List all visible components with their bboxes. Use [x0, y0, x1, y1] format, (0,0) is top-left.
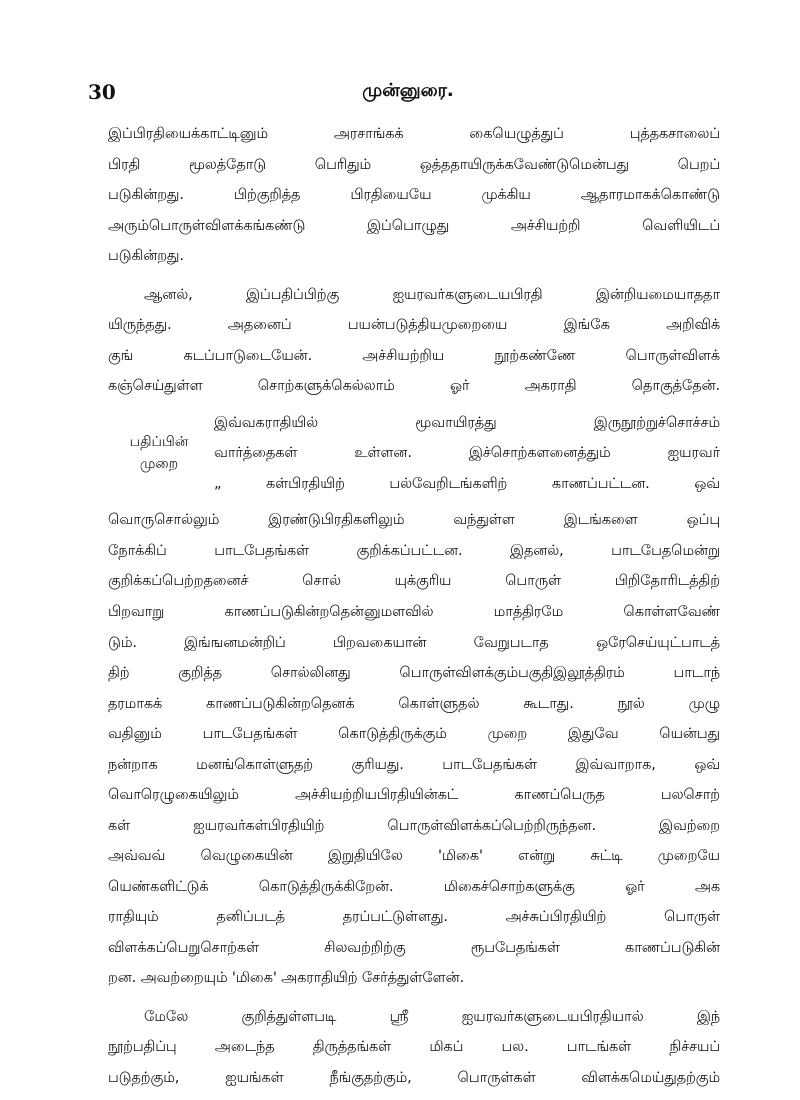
text-line: ஆனல், இப்பதிப்பிற்கு ஐயரவர்களுடையபிரதி இன்றியமையாததா	[144, 286, 720, 303]
page-header	[88, 80, 728, 110]
text-line: பிரதி மூலத்தோடு பெரிதும் ஒத்ததாயிருக்கவேண்டுமென்பது பெறப்	[108, 156, 720, 173]
text-line: படுகின்றது.	[108, 247, 184, 264]
text-line: திற் குறித்த சொல்லினது பொருள்விளக்கும்பகுதிஇலூத்திரம் பாடாந்	[108, 664, 720, 681]
text-line: குங் கடப்பாடுடையேன். அச்சியற்றிய நூற்கண்ணே பொருள்விளக்	[108, 347, 720, 364]
text-line: வார்த்தைகள் உள்ளன. இச்சொற்களனைத்தும் ஐயரவர்	[214, 444, 720, 461]
margin-note-line: பதிப்பின்	[129, 434, 189, 450]
text-line: படுகின்றது. பிற்குறித்த பிரதியையே முக்கிய ஆதாரமாகக்கொண்டு	[108, 186, 720, 203]
text-line: ராதியும் தனிப்படத் தரப்பட்டுள்ளது. அச்சுப்பிரதியிற் பொருள்	[108, 908, 720, 925]
margin-note-line: முறை	[139, 456, 179, 472]
text-line: வதினும் பாடபேதங்கள் கொடுத்திருக்கும் முறை இதுவே யென்பது	[108, 725, 720, 742]
page-number: 30	[88, 80, 116, 104]
text-line: இப்பிரதியைக்காட்டினும் அரசாங்கக் கையெழுத்துப் புத்தகசாலைப்	[108, 125, 720, 142]
text-line: குறிக்கப்பெற்றதனைச் சொல் யுக்குரிய பொருள் பிறிதோரிடத்திற்	[108, 572, 720, 589]
text-line: நோக்கிப் பாடபேதங்கள் குறிக்கப்பட்டன. இதனல், பாடபேதமென்று	[108, 542, 720, 559]
page-title: முன்னுரை.	[362, 80, 454, 101]
text-line: மேலே குறித்துள்ளபடி ஸ்ரீ ஐயரவர்களுடையபிரதியால் இந்	[144, 1008, 720, 1025]
text-line: டும். இங்ஙனமன்றிப் பிறவகையான் வேறுபடாத ஒரேசெய்யுட்பாடத்	[108, 634, 720, 651]
text-line: நன்றாக மனங்கொள்ளுதற் குரியது. பாடபேதங்கள் இவ்வாறாக, ஒவ்	[108, 756, 720, 773]
text-line: „ கள்பிரதியிற் பல்வேறிடங்களிற் காணப்பட்டன. ஒவ்	[214, 475, 720, 492]
text-line: றன. அவற்றையும் 'மிகை' அகராதியிற் சேர்த்துள்ளேன்.	[108, 969, 465, 986]
text-line: அவ்வவ் வெழுகையின் இறுதியிலே 'மிகை' என்று சுட்டி முறையே	[108, 847, 720, 864]
text-line: தரமாகக் காணப்படுகின்றதெனக் கொள்ளுதல் கூடாது. நூல் முழு	[108, 695, 720, 712]
text-line: பிறவாறு காணப்படுகின்றதென்னுமளவில் மாத்திரமே கொள்ளவேண்	[108, 603, 720, 620]
text-line: நூற்பதிப்பு அடைந்த திருத்தங்கள் மிகப் பல. பாடங்கள் நிச்சயப்	[108, 1038, 720, 1055]
text-line: அரும்பொருள்விளக்கங்கண்டு இப்பொழுது அச்சியற்றி வெளியிடப்	[108, 217, 720, 234]
text-line: கள் ஐயரவர்கள்பிரதியிற் பொருள்விளக்கப்பெற்றிருந்தன. இவற்றை	[108, 817, 720, 834]
text-line: படுதற்கும், ஐயங்கள் நீங்குதற்கும், பொருள்கள் விளக்கமெய்துதற்கும்	[108, 1069, 720, 1086]
margin-note	[114, 431, 204, 475]
text-line: வொரெழுகையிலும் அச்சியற்றியபிரதியின்கட் காணப்பெருத பலசொற்	[108, 786, 720, 803]
text-line: யெண்களிட்டுக் கொடுத்திருக்கிறேன். மிகைச்சொற்களுக்கு ஓர் அக	[108, 878, 720, 895]
text-line: விளக்கப்பெறுசொற்கள் சிலவற்றிற்கு ரூபபேதங்கள் காணப்படுகின்	[108, 939, 720, 956]
text-line: இவ்வகராதியில் மூவாயிரத்து இருநூற்றுச்சொச்சம்	[214, 414, 720, 431]
text-line: வொருசொல்லும் இரண்டுபிரதிகளிலும் வந்துள்ள இடங்களை ஒப்பு	[108, 511, 720, 528]
text-line: யிருந்தது. அதனைப் பயன்படுத்தியமுறையை இங்கே அறிவிக்	[108, 316, 720, 333]
text-line: கஞ்செய்துள்ள சொற்களுக்கெல்லாம் ஓர் அகராதி தொகுத்தேன்.	[108, 377, 720, 394]
